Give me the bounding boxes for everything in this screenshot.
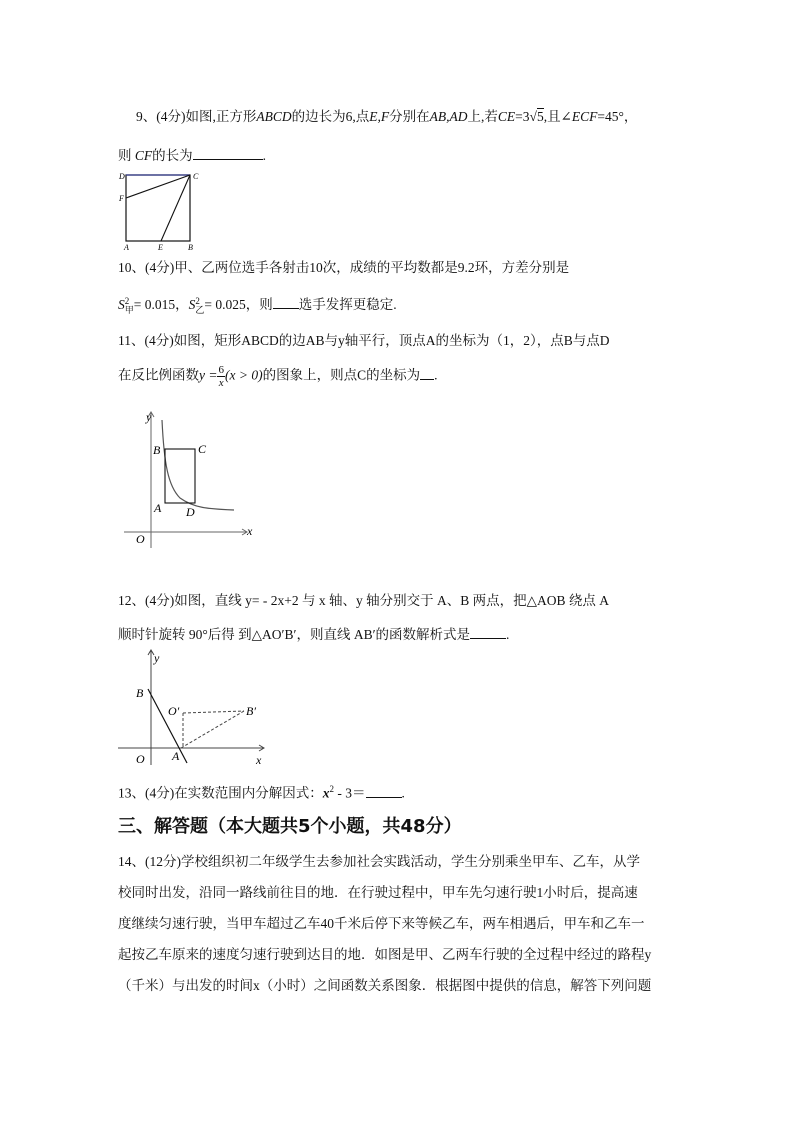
q10-line2 [118,294,397,315]
q9-text-c: 分别在 [389,109,430,124]
q9-text-b: 的边长为6,点 [291,109,370,124]
q9-text-f: ,且∠ [543,109,572,124]
q14-line1-text: 学校组织初二年级学生去参加社会实践活动，学生分别乘坐甲车、乙车，从学 [181,854,640,869]
q12-answer-blank[interactable] [470,624,506,639]
q12-figure-rotation [116,645,276,770]
q11-numerator: 6 [218,364,224,376]
q12-line1-text: 如图，直线 y= - 2x+2 与 x 轴、y 轴分别交于 A、B 两点，把△AOB 绕点 A [174,593,609,608]
q12-line1 [118,591,609,611]
q11-answer-blank[interactable] [420,365,434,380]
label-o: O [136,752,145,766]
q10-number: 10、(4分) [118,260,175,275]
q9-cf: CF [134,148,153,163]
line-ab [148,689,187,763]
label-y: y [154,651,160,665]
q11-fraction [217,364,225,389]
q10-jia-value: = 0.015 [133,297,176,312]
q10-line1 [118,258,569,278]
label-b: B [188,243,193,252]
q9-ef: E,F [369,109,390,124]
segment-o2b2 [183,711,244,713]
q9-text-d: 上,若 [467,109,498,124]
label-o-prime: O′ [168,704,180,718]
q9-line2 [118,145,266,166]
q10-tail-a: ，则 [245,297,273,312]
q10-s-jia: S [118,297,125,312]
q10-answer-blank[interactable] [273,294,299,309]
q11-condition: (x > 0) [224,367,263,383]
label-b: B [153,443,161,457]
q13-line [118,779,405,804]
q10-yi-value: = 0.025 [204,297,246,312]
q9-line2-a: 则 [118,148,132,163]
q10-comma: ， [175,297,189,312]
q12-number: 12、(4分) [118,593,175,608]
label-y: y [146,410,152,424]
label-f: F [119,194,124,203]
q13-answer-blank[interactable] [366,783,402,798]
square-abcd [126,175,190,241]
q14-line3: 度继续匀速行驶，当甲车超过乙车40千米后停下来等候乙车，两车相遇后，甲车和乙车一 [118,916,645,931]
q13-expr-b: - 3＝ [334,785,366,801]
q9-number: 9、(4分) [136,109,186,124]
q9-ce: CE [497,109,516,124]
q13-end: . [401,785,405,801]
label-o: O [136,532,145,546]
q12-line2 [118,624,509,645]
q14-line1 [118,852,640,872]
q11-figure-hyperbola [116,408,256,558]
q11-line1-text: 如图，矩形ABCD的边AB与y轴平行，顶点A的坐标为（1，2），点B与点D [173,333,610,348]
segment-ec [161,175,190,241]
label-x: x [256,753,262,767]
rectangle-abcd [165,449,195,503]
q9-ecf: ECF [571,109,598,124]
q11-y-eq: y = [199,367,218,383]
q11-line2-end: . [434,367,438,383]
q13-number: 13、(4分) [118,785,175,801]
q11-line2-b: 的图象上，则点C的坐标为 [262,367,421,383]
q10-text: 甲、乙两位选手各射击10次，成绩的平均数都是9.2环，方差分别是 [174,260,570,275]
label-c: C [193,172,199,181]
segment-fc [126,175,190,198]
q9-line2-end: . [262,148,267,163]
q14-line4: 起按乙车原来的速度匀速行驶到达目的地．如图是甲、乙两车行驶的全过程中经过的路程y [118,947,652,962]
q10-sub-yi: 乙 [195,304,205,315]
q11-number: 11、(4分) [118,333,174,348]
label-a: A [172,749,180,763]
q12-line2-end: . [506,627,510,642]
q11-line2 [118,364,437,389]
q9-line1 [136,107,637,127]
q14-number: 14、(12分) [118,854,181,869]
sqrt-symbol: √ [529,109,537,124]
q9-sqrt-value: 5 [536,109,544,124]
label-d: D [119,172,125,181]
q10-sub-jia: 甲 [124,304,134,315]
q12-line2-a: 顺时针旋转 90°后得 到△AO′B′，则直线 AB′的函数解析式是 [118,627,471,642]
q9-text-a: 如图,正方形 [185,109,257,124]
section-heading: 三、解答题（本大题共5个小题，共48分） [118,816,462,837]
q9-abad: AB,AD [429,109,468,124]
q9-abcd: ABCD [256,109,292,124]
q13-text-a: 在实数范围内分解因式： [174,785,323,801]
q11-line1 [118,331,610,351]
label-b: B [136,686,144,700]
q10-tail-b: 选手发挥更稳定. [298,297,397,312]
q9-line2-b: 的长为 [152,148,193,163]
q11-line2-a: 在反比例函数 [118,367,199,383]
q9-text-g: =45°， [597,109,638,124]
label-a: A [124,243,129,252]
q11-denominator: x [218,377,224,389]
q14-line2: 校同时出发，沿同一路线前往目的地．在行驶过程中，甲车先匀速行驶1小时后，提高速 [118,885,638,900]
label-x: x [247,524,253,538]
label-a: A [154,501,162,515]
q10-s-yi: S [188,297,196,312]
q13-sup: 2 [329,784,334,794]
label-d: D [186,505,195,519]
q10-sup-jia: 2 [124,295,130,306]
label-b-prime: B′ [246,704,256,718]
q14-line5: （千米）与出发的时间x（小时）之间函数关系图象．根据图中提供的信息，解答下列问题 [118,978,652,993]
q13-expr-x: x [322,785,330,801]
q10-sup-yi: 2 [195,295,200,306]
q9-text-e: =3 [515,109,530,124]
label-e: E [158,243,163,252]
q9-answer-blank[interactable] [193,145,263,160]
segment-ab2 [181,711,244,748]
label-c: C [198,442,207,456]
q9-figure-square [116,168,202,252]
hyperbola-curve [162,420,234,510]
